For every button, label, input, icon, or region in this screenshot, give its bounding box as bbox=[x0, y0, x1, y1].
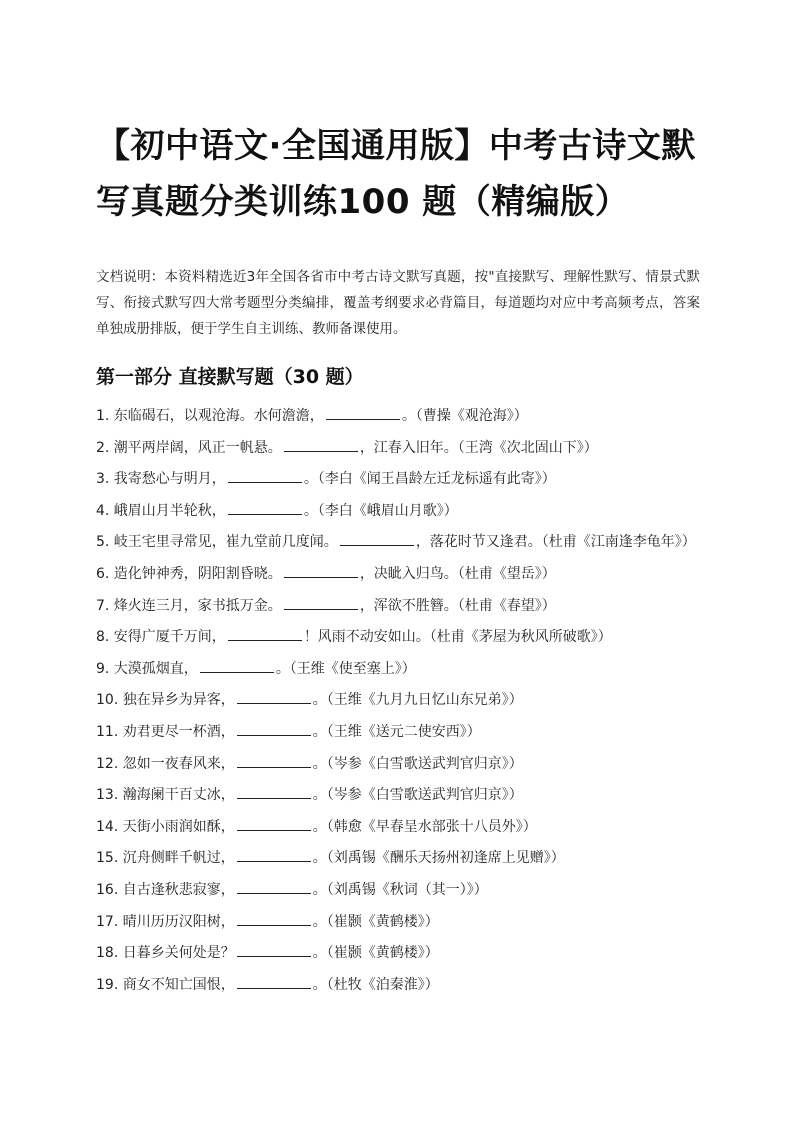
question-source: ，落花时节又逢君。（杜甫《江南逢李龟年》） bbox=[415, 534, 696, 551]
question-item bbox=[96, 657, 706, 681]
question-source: 。（刘禹锡《酬乐天扬州初逢席上见赠》） bbox=[312, 850, 565, 867]
answer-blank bbox=[284, 437, 358, 452]
answer-blank bbox=[237, 974, 311, 989]
answer-blank bbox=[326, 405, 400, 420]
answer-blank bbox=[200, 658, 274, 673]
question-text: 14. 天街小雨润如酥， bbox=[96, 818, 235, 835]
question-item bbox=[96, 941, 706, 965]
question-source: 。（杜牧《泊秦淮》） bbox=[312, 976, 439, 993]
question-item bbox=[96, 752, 706, 776]
question-text: 18. 日暮乡关何处是？ bbox=[96, 945, 235, 962]
question-item bbox=[96, 467, 706, 491]
question-source: 。（岑参《白雪歌送武判官归京》） bbox=[312, 755, 523, 772]
answer-blank bbox=[284, 595, 358, 610]
question-text: 6. 造化钟神秀，阴阳割昏晓。 bbox=[96, 565, 282, 582]
question-source: 。（李白《闻王昌龄左迁龙标遥有此寄》） bbox=[303, 471, 556, 488]
answer-blank bbox=[237, 816, 311, 831]
question-source: 。（岑参《白雪歌送武判官归京》） bbox=[312, 787, 523, 804]
question-item bbox=[96, 625, 706, 649]
question-source: 。（王维《九月九日忆山东兄弟》） bbox=[312, 692, 523, 709]
question-item bbox=[96, 910, 706, 934]
question-source: ，决眦入归鸟。（杜甫《望岳》） bbox=[359, 565, 556, 582]
question-text: 13. 瀚海阑干百丈冰， bbox=[96, 787, 235, 804]
question-text: 7. 烽火连三月，家书抵万金。 bbox=[96, 597, 282, 614]
question-item bbox=[96, 499, 706, 523]
question-item bbox=[96, 720, 706, 744]
question-text: 1. 东临碣石，以观沧海。水何澹澹， bbox=[96, 408, 324, 424]
question-item bbox=[96, 973, 706, 997]
question-source: ！风雨不动安如山。（杜甫《茅屋为秋风所破歌》） bbox=[303, 629, 612, 646]
question-text: 4. 峨眉山月半轮秋， bbox=[96, 502, 226, 519]
answer-blank bbox=[237, 784, 311, 799]
question-source: 。（王维《使至塞上》） bbox=[275, 660, 416, 677]
question-text: 19. 商女不知亡国恨， bbox=[96, 976, 235, 993]
question-item bbox=[96, 594, 706, 618]
question-item bbox=[96, 562, 706, 586]
question-item bbox=[96, 783, 706, 807]
question-text: 15. 沉舟侧畔千帆过， bbox=[96, 850, 235, 867]
question-text: 8. 安得广厦千万间， bbox=[96, 629, 226, 646]
answer-blank bbox=[237, 753, 311, 768]
question-source: 。（王维《送元二使安西》） bbox=[312, 723, 481, 740]
question-text: 9. 大漠孤烟直， bbox=[96, 660, 198, 677]
answer-blank bbox=[237, 942, 311, 957]
question-text: 17. 晴川历历汉阳树， bbox=[96, 913, 235, 930]
question-source: 。（崔颢《黄鹤楼》） bbox=[312, 945, 439, 962]
answer-blank bbox=[228, 626, 302, 641]
question-text: 2. 潮平两岸阔，风正一帆悬。 bbox=[96, 439, 282, 456]
answer-blank bbox=[237, 847, 311, 862]
answer-blank bbox=[237, 721, 311, 736]
document-description: 文档说明：本资料精选近3年全国各省市中考古诗文默写真题，按"直接默写、理解性默写、情景式默写、衔接式默写四大常考题型分类编排，覆盖考纲要求必背篇目，每道题均对应中考高频考点，答案单独成册排版，便于学生自主训练、教师备课使用。 bbox=[96, 269, 700, 337]
question-text: 12. 忽如一夜春风来， bbox=[96, 755, 235, 772]
answer-blank bbox=[228, 468, 302, 483]
question-item bbox=[96, 404, 706, 428]
question-source: 。（曹操《观沧海》） bbox=[401, 408, 528, 424]
question-item bbox=[96, 530, 706, 554]
question-list bbox=[96, 404, 706, 1004]
question-text: 5. 岐王宅里寻常见，崔九堂前几度闻。 bbox=[96, 534, 338, 551]
question-item bbox=[96, 815, 706, 839]
answer-blank bbox=[284, 563, 358, 578]
question-item bbox=[96, 878, 706, 902]
question-text: 10. 独在异乡为异客， bbox=[96, 692, 235, 709]
document-title: 【初中语文·全国通用版】中考古诗文默写真题分类训练100 题（精编版） bbox=[96, 126, 696, 222]
answer-blank bbox=[237, 911, 311, 926]
section-heading: 第一部分 直接默写题（30 题） bbox=[96, 366, 364, 388]
question-source: ，浑欲不胜簪。（杜甫《春望》） bbox=[359, 597, 556, 614]
question-item bbox=[96, 846, 706, 870]
question-source: ，江春入旧年。（王湾《次北固山下》） bbox=[359, 439, 598, 456]
answer-blank bbox=[237, 689, 311, 704]
question-item bbox=[96, 436, 706, 460]
answer-blank bbox=[228, 500, 302, 515]
question-item bbox=[96, 688, 706, 712]
answer-blank bbox=[237, 879, 311, 894]
question-text: 3. 我寄愁心与明月， bbox=[96, 471, 226, 488]
question-source: 。（刘禹锡《秋词（其一）》） bbox=[312, 881, 488, 898]
answer-blank bbox=[340, 531, 414, 546]
question-text: 11. 劝君更尽一杯酒， bbox=[96, 723, 235, 740]
question-source: 。（李白《峨眉山月歌》） bbox=[303, 502, 458, 519]
question-text: 16. 自古逢秋悲寂寥， bbox=[96, 881, 235, 898]
question-source: 。（韩愈《早春呈水部张十八员外》） bbox=[312, 818, 537, 835]
question-source: 。（崔颢《黄鹤楼》） bbox=[312, 913, 439, 930]
